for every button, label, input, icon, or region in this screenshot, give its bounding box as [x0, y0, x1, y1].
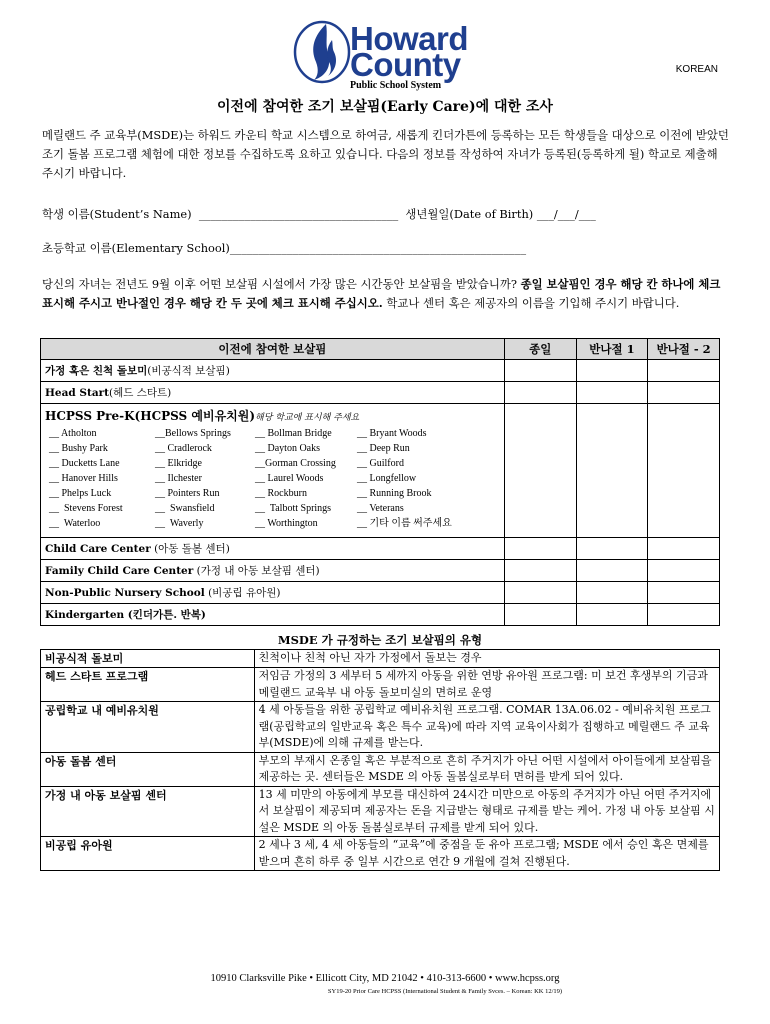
- prek-school-option[interactable]: __ Pointers Run: [155, 488, 220, 499]
- checkbox-cell[interactable]: [648, 404, 720, 538]
- prek-note: 해당 학교에 표시해 주세요: [255, 413, 360, 423]
- checkbox-cell[interactable]: [576, 560, 648, 582]
- checkbox-cell[interactable]: [648, 382, 720, 404]
- header-half-day-1: 반나절 1: [576, 339, 648, 360]
- checkbox-cell[interactable]: [576, 582, 648, 604]
- prek-school-option[interactable]: __Gorman Crossing: [255, 458, 336, 469]
- checkbox-cell[interactable]: [648, 560, 720, 582]
- row-label-normal: (비공립 유아원): [204, 587, 281, 599]
- prek-school-option[interactable]: __ Stevens Forest: [49, 503, 123, 514]
- row-label: [41, 582, 505, 604]
- prek-title: HCPSS Pre-K(HCPSS 예비유치원): [45, 409, 256, 423]
- prior-care-table: [40, 338, 720, 626]
- checkbox-cell[interactable]: [576, 604, 648, 626]
- checkbox-cell[interactable]: [648, 582, 720, 604]
- row-label: [41, 538, 505, 560]
- prek-school-option[interactable]: __ Bollman Bridge: [255, 428, 332, 439]
- table-row: [41, 582, 720, 604]
- checkbox-cell[interactable]: [504, 560, 576, 582]
- footer-note: SY19-20 Prior Care HCPSS (International Student & Family Svces. – Korean: KK 12/19): [327, 988, 563, 995]
- header-half-day-2: 반나절 - 2: [648, 339, 720, 360]
- care-types-title: MSDE 가 규정하는 조기 보살핌의 유형: [277, 633, 483, 647]
- care-type-name: 비공식적 돌보미: [41, 649, 255, 668]
- table-row: [41, 604, 720, 626]
- care-type-name: 비공립 유아원: [41, 837, 255, 871]
- row-label-normal: (비공식적 보살핌): [147, 365, 230, 377]
- row-label: [41, 360, 505, 382]
- prek-school-option[interactable]: __ Bushy Park: [49, 443, 108, 454]
- care-type-description: 친척이나 친척 아닌 자가 가정에서 돌보는 경우: [254, 649, 719, 668]
- prek-school-option[interactable]: __ Atholton: [49, 428, 97, 439]
- prek-school-option[interactable]: __ Elkridge: [155, 458, 202, 469]
- school-name-line[interactable]: 초등학교 이름(Elementary School)____________________________________________________: [42, 241, 527, 255]
- prek-school-option[interactable]: __ Worthington: [255, 518, 318, 529]
- prek-school-option[interactable]: __ Ducketts Lane: [49, 458, 120, 469]
- checkbox-cell[interactable]: [504, 538, 576, 560]
- prek-school-option[interactable]: __ Rockburn: [255, 488, 307, 499]
- prek-school-option[interactable]: __ Bryant Woods: [357, 428, 427, 439]
- prek-school-option[interactable]: __ 기타 이름 써주세요: [357, 518, 452, 529]
- footer-address: 10910 Clarksville Pike • Ellicott City, MD 21042 • 410-313-6600 • www.hcpss.org: [210, 973, 560, 984]
- header-full-day: 종일: [504, 339, 576, 360]
- prek-school-option[interactable]: __ Dayton Oaks: [255, 443, 320, 454]
- language-label: KOREAN: [675, 64, 718, 75]
- row-label-bold: 가정 혹은 친척 돌보미: [45, 365, 148, 377]
- table-row-prek: [41, 404, 720, 538]
- prek-school-option[interactable]: __ Swansfield: [155, 503, 215, 514]
- care-type-row: [41, 649, 720, 668]
- header-care-type: 이전에 참여한 보살핌: [41, 339, 505, 360]
- care-types-title-row: [41, 632, 720, 649]
- care-type-name: 가정 내 아동 보살핌 센터: [41, 786, 255, 837]
- row-label-bold: Non-Public Nursery School: [45, 587, 205, 599]
- row-label: [41, 382, 505, 404]
- logo-text-howard: Howard: [350, 20, 469, 57]
- table-row: [41, 560, 720, 582]
- checkbox-cell[interactable]: [576, 404, 648, 538]
- prek-school-list: [45, 424, 500, 535]
- question-rest: 학교나 센터 혹은 제공자의 이름을 기입해 주시기 바랍니다.: [382, 296, 680, 310]
- care-type-row: [41, 752, 720, 786]
- care-type-name: 헤드 스타트 프로그램: [41, 668, 255, 702]
- table-row: [41, 382, 720, 404]
- row-label: [41, 560, 505, 582]
- prek-school-option[interactable]: __ Cradlerock: [155, 443, 212, 454]
- row-label-normal: (아동 돌봄 센터): [150, 543, 230, 555]
- hcpss-logo: [292, 10, 492, 90]
- care-type-description: 4 세 아동들을 위한 공립학교 예비유치원 프로그램. COMAR 13A.06.02 - 예비유치원 프로그램(공립학교의 일반교육 혹은 특수 교육)에 따라 지역 교육이사회가 집행하고 메릴랜드 주 교육부(MSDE)에 의해 규제를 받는다.: [254, 702, 719, 753]
- care-type-description: 13 세 미만의 아동에게 부모를 대신하여 24시간 미만으로 아동의 주거지가 아닌 어떤 주거지에서 보살핌이 제공되며 제공자는 돈을 지급받는 형태로 규제를 받는 케어. 가정 내 아동 보살핌 시설은 MSDE 의 아동 돌봄실로부터 규제를 받게 되어 있다.: [254, 786, 719, 837]
- checkbox-cell[interactable]: [648, 604, 720, 626]
- prek-school-option[interactable]: __ Veterans: [357, 503, 404, 514]
- table-header-row: [41, 339, 720, 360]
- row-label: [41, 604, 505, 626]
- checkbox-cell[interactable]: [576, 360, 648, 382]
- checkbox-cell[interactable]: [504, 360, 576, 382]
- care-types-table: [40, 632, 720, 871]
- checkbox-cell[interactable]: [648, 360, 720, 382]
- checkbox-cell[interactable]: [576, 538, 648, 560]
- prek-school-option[interactable]: __ Running Brook: [357, 488, 432, 499]
- prek-school-option[interactable]: __ Ilchester: [155, 473, 202, 484]
- row-label-bold: Family Child Care Center: [45, 565, 194, 577]
- row-label-normal: (가정 내 아동 보살핌 센터): [193, 565, 320, 577]
- prek-school-option[interactable]: __ Longfellow: [357, 473, 417, 484]
- prek-school-option[interactable]: __ Guilford: [357, 458, 404, 469]
- row-label-bold: Child Care Center: [45, 543, 151, 555]
- student-info-line[interactable]: 학생 이름(Student’s Name) ___________________________________ 생년월일(Date of Birth) ___/___/___: [42, 207, 596, 221]
- table-row: [41, 538, 720, 560]
- checkbox-cell[interactable]: [504, 582, 576, 604]
- checkbox-cell[interactable]: [648, 538, 720, 560]
- prek-school-option[interactable]: __ Phelps Luck: [49, 488, 112, 499]
- prek-school-option[interactable]: __ Waterloo: [49, 518, 101, 529]
- prek-school-option[interactable]: __ Hanover Hills: [49, 473, 118, 484]
- intro-paragraph: 메릴랜드 주 교육부(MSDE)는 하워드 카운티 학교 시스템으로 하여금, 새롭게 킨더가튼에 등록하는 모든 학생들을 대상으로 이전에 받았던 조기 돌봄 프로그램 체험에 대한 정보를 수집하도록 요하고 있습니다. 다음의 정보를 작성하여 자녀가 등록된(등록하게 될) 학교로 제출해 주시기 바랍니다.: [42, 128, 729, 180]
- prek-school-option[interactable]: __Bellows Springs: [155, 428, 231, 439]
- care-type-row: [41, 702, 720, 753]
- care-type-name: 공립학교 내 예비유치원: [41, 702, 255, 753]
- table-row: [41, 360, 720, 382]
- checkbox-cell[interactable]: [576, 382, 648, 404]
- prek-cell: [41, 404, 505, 538]
- logo-text-county: County: [350, 46, 461, 83]
- prek-school-option[interactable]: __ Waverly: [155, 518, 204, 529]
- care-type-description: 2 세나 3 세, 4 세 아동들의 “교육”에 중점을 둔 유아 프로그램; MSDE 에서 승인 혹은 면제를 받으며 흔히 하루 중 일부 시간으로 연간 9 개월에 걸쳐 진행된다.: [254, 837, 719, 871]
- checkbox-cell[interactable]: [504, 404, 576, 538]
- logo-subtitle: Public School System: [350, 80, 442, 91]
- flame-logo-icon: [292, 18, 354, 84]
- prek-school-option[interactable]: __ Talbott Springs: [255, 503, 332, 514]
- care-type-row: [41, 837, 720, 871]
- row-label-normal: (헤드 스타트): [109, 387, 172, 399]
- care-type-name: 아동 돌봄 센터: [41, 752, 255, 786]
- care-type-row: [41, 668, 720, 702]
- page-title: 이전에 참여한 조기 보살핌(Early Care)에 대한 조사: [217, 99, 553, 115]
- prek-school-option[interactable]: __ Laurel Woods: [255, 473, 324, 484]
- checkbox-cell[interactable]: [504, 604, 576, 626]
- care-type-description: 저임금 가정의 3 세부터 5 세까지 아동을 위한 연방 유아원 프로그램: 미 보건 후생부의 기금과 메릴랜드 교육부 내 아동 돌보미실의 면허로 운영: [254, 668, 719, 702]
- row-label-bold: Head Start: [45, 387, 110, 399]
- checkbox-cell[interactable]: [504, 382, 576, 404]
- prek-school-option[interactable]: __ Deep Run: [357, 443, 410, 454]
- care-type-row: [41, 786, 720, 837]
- question-instruction: 종일 보살핌인 경우 해당 칸 하나에 체크 표시해 주시고 반나절인 경우 해당 칸 두 곳에 체크 표시해 주십시오.: [42, 277, 721, 310]
- question-text: 당신의 자녀는 전년도 9월 이후 어떤 보살핌 시설에서 가장 많은 시간동안 보살핌을 받았습니까?: [42, 277, 521, 291]
- care-type-description: 부모의 부재시 온종일 혹은 부분적으로 흔히 주거지가 아닌 어떤 시설에서 아이들에게 보살핌을 제공하는 곳. 센터들은 MSDE 의 아동 돌봄실로부터 면허를 받게 되어 있다.: [254, 752, 719, 786]
- row-label-bold: Kindergarten (킨더가튼. 반복): [45, 609, 206, 621]
- question-paragraph: [42, 275, 732, 313]
